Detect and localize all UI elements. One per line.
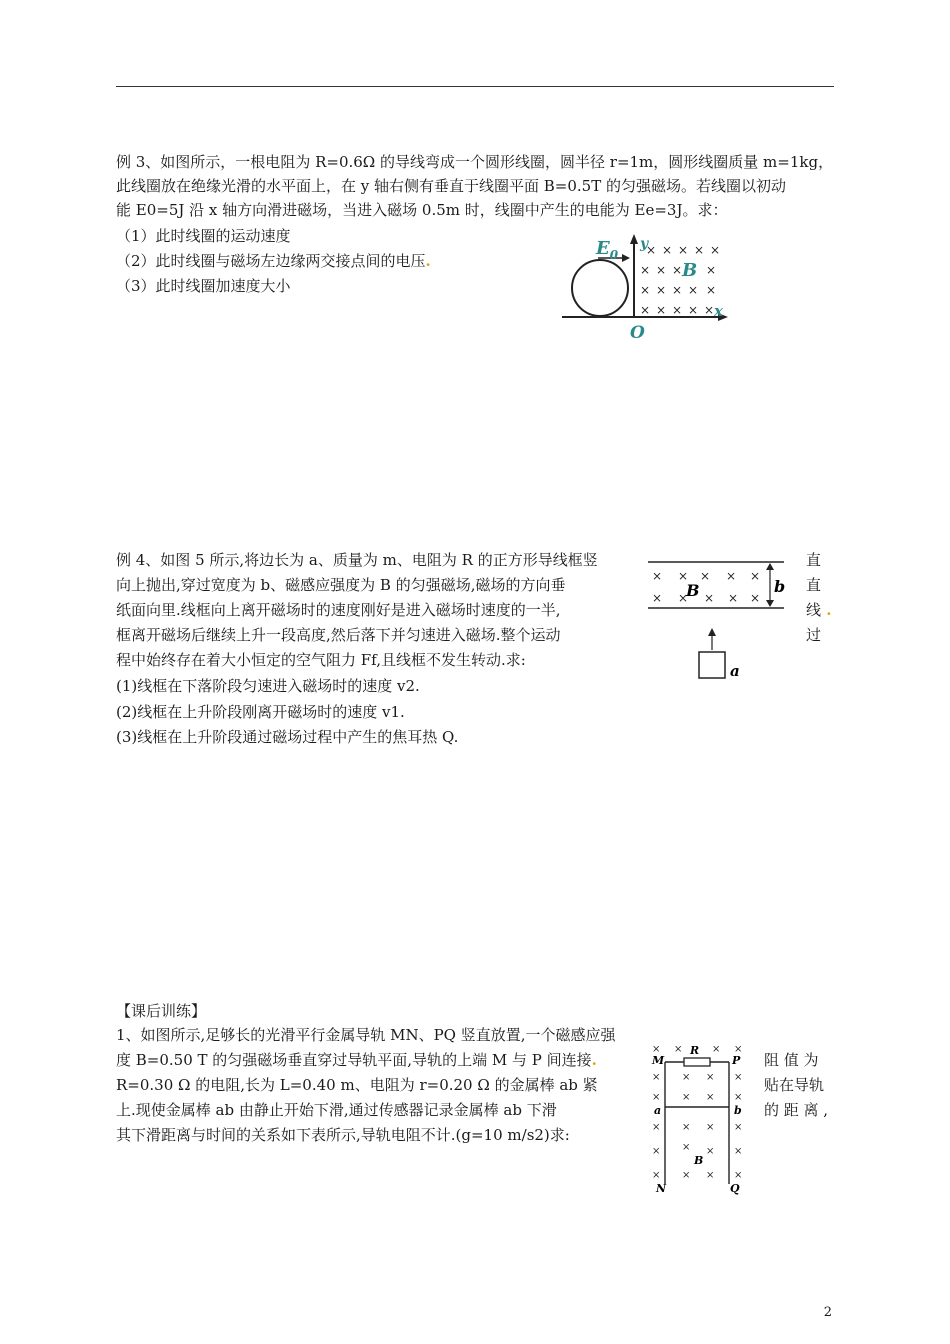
ex3-line-3: 能 E0=5J 沿 x 轴方向滑进磁场，当进入磁场 0.5m 时，线圈中产生的电能为 Ee=3J。求： <box>116 201 728 219</box>
ex4-width-label: b <box>774 577 786 596</box>
cross: × <box>656 283 667 297</box>
ex3-line-2: 此线圈放在绝缘光滑的水平面上，在 y 轴右侧有垂直于线圈平面 B=0.5T 的匀强磁场。若线圈以初动 <box>116 177 787 195</box>
ex4-line-5: 程中始终存在着大小恒定的空气阻力 Ff,且线框不发生转动.求: <box>116 651 526 669</box>
cross: × <box>640 263 651 277</box>
cross: × <box>646 243 657 257</box>
training-right-3: 的 距 离 , <box>764 1101 829 1119</box>
cross: × <box>694 243 705 257</box>
cross: × <box>652 1146 661 1157</box>
ex4-field-crosses <box>652 569 760 605</box>
cross: × <box>734 1122 743 1133</box>
cross: × <box>750 591 761 605</box>
cross: × <box>640 303 651 317</box>
ex3-question-3: （3）此时线圈加速度大小 <box>116 277 291 295</box>
ex3-figure <box>556 230 736 342</box>
cross: × <box>640 283 651 297</box>
ex4-line-2: 向上抛出,穿过宽度为 b、磁感应强度为 B 的匀强磁场,磁场的方向垂 <box>116 576 566 594</box>
cross: × <box>734 1170 743 1181</box>
ex4-width-arrow <box>766 563 774 607</box>
cross: × <box>652 1092 661 1103</box>
ex4-figure <box>644 552 804 687</box>
cross: × <box>706 1146 715 1157</box>
training-heading: 【课后训练】 <box>116 1002 207 1020</box>
ex4-side-label: a <box>730 662 740 680</box>
cross: × <box>652 1170 661 1181</box>
label-m: M <box>652 1054 665 1067</box>
cross: × <box>682 1170 691 1181</box>
ex3-origin-label: O <box>630 323 645 342</box>
cross: × <box>706 283 717 297</box>
ex4-right-word-4: 过 <box>806 626 822 644</box>
cross: × <box>728 591 739 605</box>
ex4-line-6: (1)线框在下落阶段匀速进入磁场时的速度 v2. <box>116 677 420 695</box>
ex4-right-word-2: 直 <box>806 576 822 594</box>
label-p: P <box>732 1054 741 1067</box>
cross: × <box>750 569 761 583</box>
cross: × <box>656 263 667 277</box>
label-n: N <box>656 1182 667 1195</box>
ex4-line-3: 纸面向里.线框向上离开磁场时的速度刚好是进入磁场时速度的一半, <box>116 601 561 619</box>
cross: × <box>734 1092 743 1103</box>
cross: × <box>656 303 667 317</box>
header-rule <box>116 86 834 87</box>
ex4-square-frame <box>699 652 725 678</box>
cross: × <box>700 569 711 583</box>
cross: × <box>734 1146 743 1157</box>
cross: × <box>734 1072 743 1083</box>
training-figure <box>646 1040 756 1198</box>
ex4-right-word-1: 直 <box>806 551 822 569</box>
page-number: 2 <box>823 1305 832 1320</box>
training-line-3: R=0.30 Ω 的电阻,长为 L=0.40 m、电阻为 r=0.20 Ω 的金属棒 ab 紧 <box>116 1076 598 1094</box>
ex3-field-crosses <box>640 243 720 317</box>
ex4-up-arrow <box>708 628 716 650</box>
label-q: Q <box>730 1182 740 1195</box>
ex3-b-label: B <box>682 260 698 281</box>
ex4-field-label: B <box>686 581 700 600</box>
label-field-b: B <box>694 1154 704 1167</box>
cross: × <box>682 1122 691 1133</box>
ex3-question-1: （1）此时线圈的运动速度 <box>116 227 291 245</box>
cross: × <box>678 569 689 583</box>
label-b: b <box>734 1104 742 1117</box>
ex3-question-2: （2）此时线圈与磁场左边缘两交接点间的电压. <box>116 252 431 270</box>
cross: × <box>682 1142 691 1153</box>
ex4-right-word-3: 线 . <box>806 601 832 619</box>
cross: × <box>682 1072 691 1083</box>
training-line-5: 其下滑距离与时间的关系如下表所示,导轨电阻不计.(g=10 m/s2)求: <box>116 1126 570 1144</box>
ex4-line-7: (2)线框在上升阶段刚离开磁场时的速度 v1. <box>116 703 405 721</box>
cross: × <box>688 303 699 317</box>
ex4-line-1: 例 4、如图 5 所示,将边长为 a、质量为 m、电阻为 R 的正方形导线框竖 <box>116 551 598 569</box>
ex3-x-label: x <box>714 302 723 320</box>
ex4-line-4: 框离开磁场后继续上升一段高度,然后落下并匀速进入磁场.整个运动 <box>116 626 561 644</box>
cross: × <box>672 283 683 297</box>
cross: × <box>688 283 699 297</box>
ex3-y-label: y <box>640 236 649 252</box>
cross: × <box>734 1044 743 1055</box>
cross: × <box>706 1072 715 1083</box>
cross: × <box>678 591 689 605</box>
ex3-line-1: 例 3、如图所示，一根电阻为 R=0.6Ω 的导线弯成一个圆形线圈，圆半径 r=1m，圆形线圈质量 m=1kg， <box>116 153 834 171</box>
training-right-2: 贴在导轨 <box>764 1076 825 1094</box>
training-line-1: 1、如图所示,足够长的光滑平行金属导轨 MN、PQ 竖直放置,一个磁感应强 <box>116 1026 616 1044</box>
ex3-coil <box>572 260 628 316</box>
cross: × <box>672 263 683 277</box>
cross: × <box>652 1044 661 1055</box>
training-right-1: 阻 值 为 <box>764 1051 819 1069</box>
cross: × <box>662 243 673 257</box>
cross: × <box>652 591 663 605</box>
resistor <box>684 1058 710 1066</box>
cross: × <box>706 1092 715 1103</box>
cross: × <box>710 243 721 257</box>
cross: × <box>652 569 663 583</box>
training-line-4: 上.现使金属棒 ab 由静止开始下滑,通过传感器记录金属棒 ab 下滑 <box>116 1101 557 1119</box>
training-line-2: 度 B=0.50 T 的匀强磁场垂直穿过导轨平面,导轨的上端 M 与 P 间连接. <box>116 1051 597 1069</box>
cross: × <box>726 569 737 583</box>
cross: × <box>682 1092 691 1103</box>
cross: × <box>706 263 717 277</box>
cross: × <box>672 303 683 317</box>
label-a: a <box>654 1104 662 1117</box>
cross: × <box>652 1122 661 1133</box>
cross: × <box>652 1072 661 1083</box>
cross: × <box>712 1044 721 1055</box>
cross: × <box>674 1044 683 1055</box>
cross: × <box>706 1170 715 1181</box>
cross: × <box>704 591 715 605</box>
ex4-line-8: (3)线框在上升阶段通过磁场过程中产生的焦耳热 Q. <box>116 728 459 746</box>
cross: × <box>704 303 715 317</box>
ex3-y-axis <box>630 234 638 317</box>
cross: × <box>706 1122 715 1133</box>
cross: × <box>678 243 689 257</box>
ex3-e0-label: $E_0$ <box>596 238 619 262</box>
label-r: R <box>690 1044 700 1057</box>
